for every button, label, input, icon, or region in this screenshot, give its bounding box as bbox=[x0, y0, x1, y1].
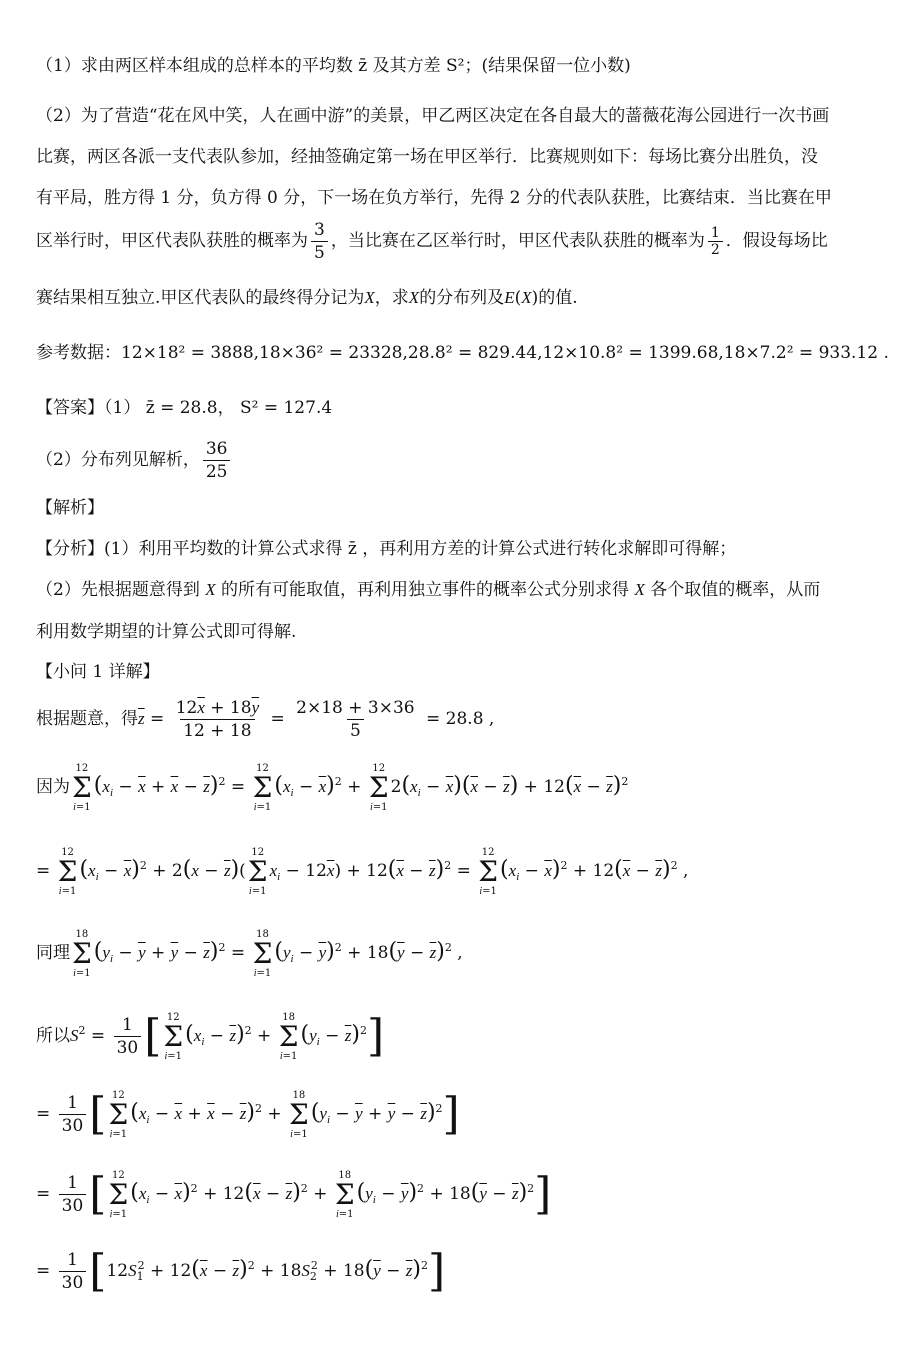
question-1: （1）求由两区样本组成的总样本的平均数 z̄ 及其方差 S²；(结果保留一位小数) bbox=[36, 56, 631, 76]
question-2-line-5: 赛结果相互独立.甲区代表队的最终得分记为X，求X的分布列及E(X)的值. bbox=[36, 288, 578, 308]
variance-step-3: = $\frac{1}{30}$ [ 12 Σ i=1 $(x_i - \overline{x})^2 + 12(\overline{x} - \overline{z})^2$ + 18 Σ i=1 $(y_i - \overline{y})^2 + 18(\overline{y} - \overline{z})^2$] bbox=[36, 1168, 552, 1220]
question-2-line-4: 区举行时，甲区代表队获胜的概率为 $\frac{3}{5}$ ，当比赛在乙区举行时，甲区代表队获胜的概率为 $\frac{1}{2}$ ．假设每场比 bbox=[36, 220, 828, 263]
detail-heading: 【小问 1 详解】 bbox=[36, 662, 160, 682]
answer-2: （2）分布列见解析， $\frac{36}{25}$ bbox=[36, 436, 880, 484]
fraction-1-2: $\frac{1}{2}$ bbox=[708, 225, 723, 258]
variance-step-1: 所以$S^2$ = $\frac{1}{30}$ [ 12 Σ i=1 $(x_i - \overline{z})^2$ + 18 Σ i=1 $(y_i - \overline{z})^2$] bbox=[36, 1010, 385, 1062]
sum-identity-1: 因为 12 Σ i=1 $(x_i - \overline{x} + \overline{x} - \overline{z})^2$ = 12 Σ i=1 $(x_i - \overline{x})^2$ + 12 Σ i=1 $2(x_i - \overline{x})(\overline{x} - \overline{z}) + 12(\overline{x} - \overline{z})^2$ bbox=[36, 762, 629, 813]
reference-data: 参考数据：12×18² = 3888,18×36² = 23328,28.8² = 829.44,12×10.8² = 1399.68,18×7.2² = 933.12 . bbox=[36, 343, 889, 363]
fraction-3-5: $\frac{3}{5}$ bbox=[311, 219, 328, 264]
variance-step-4: = $\frac{1}{30}$ $[12S_1^2 + 12(\overline{x} - \overline{z})^2 + 18S_2^2 + 18(\overline{y} - \overline{z})^2]$ bbox=[36, 1245, 446, 1297]
sum-identity-y: 同理 18 Σ i=1 $(y_i - \overline{y} + \overline{y} - \overline{z})^2$ = 18 Σ i=1 $(y_i - \overline{y})^2 + 18(\overline{y} - \overline{z})^2$ , bbox=[36, 928, 463, 979]
analysis-line-1: 【分析】(1）利用平均数的计算公式求得 z̄ ，再利用方差的计算公式进行转化求解即可得解； bbox=[36, 539, 737, 559]
sum-identity-2: = 12 Σ i=1 $(x_i - \overline{x})^2 + 2(x - \overline{z})$( 12 Σ i=1 $x_i - 12\overline{x}) + 12(\overline{x} - \overline{z})^2$ = 12 Σ i=1 $(x_i - \overline{x})^2 + 12(\overline{x} - \overline{z})^2$ , bbox=[36, 846, 689, 897]
analysis-line-3: 利用数学期望的计算公式即可得解. bbox=[36, 622, 297, 642]
answer-1: 【答案】（1） z̄ = 28.8， S² = 127.4 bbox=[36, 398, 333, 418]
question-2-line-3: 有平局，胜方得 1 分，负方得 0 分，下一场在负方举行，先得 2 分的代表队获胜，比赛结束．当比赛在甲 bbox=[36, 188, 832, 208]
variance-step-2: = $\frac{1}{30}$ [ 12 Σ i=1 $(x_i - \overline{x} + \overline{x} - \overline{z})^2$ + 18 Σ i=1 $(y_i - \overline{y} + \overline{y} - \overline{z})^2$] bbox=[36, 1088, 460, 1140]
mean-formula: 根据题意，得$\overline{z}$ = $\frac{12\overline{x} + 18\overline{y}}{12 + 18}$ = $\frac{2\times 18 + 3\times 36}{5}$ = 28.8 , bbox=[36, 698, 495, 741]
jiexi-heading: 【解析】 bbox=[36, 498, 104, 518]
question-2-line-1: （2）为了营造“花在风中笑，人在画中游”的美景，甲乙两区决定在各自最大的蔷薇花海公园进行一次书画 bbox=[36, 106, 830, 126]
analysis-line-2: （2）先根据题意得到 X 的所有可能取值，再利用独立事件的概率公式分别求得 X 各个取值的概率，从而 bbox=[36, 580, 821, 600]
question-2-line-2: 比赛，两区各派一支代表队参加，经抽签确定第一场在甲区举行．比赛规则如下：每场比赛分出胜负，没 bbox=[36, 147, 818, 167]
fraction-36-25: $\frac{36}{25}$ bbox=[203, 438, 231, 483]
